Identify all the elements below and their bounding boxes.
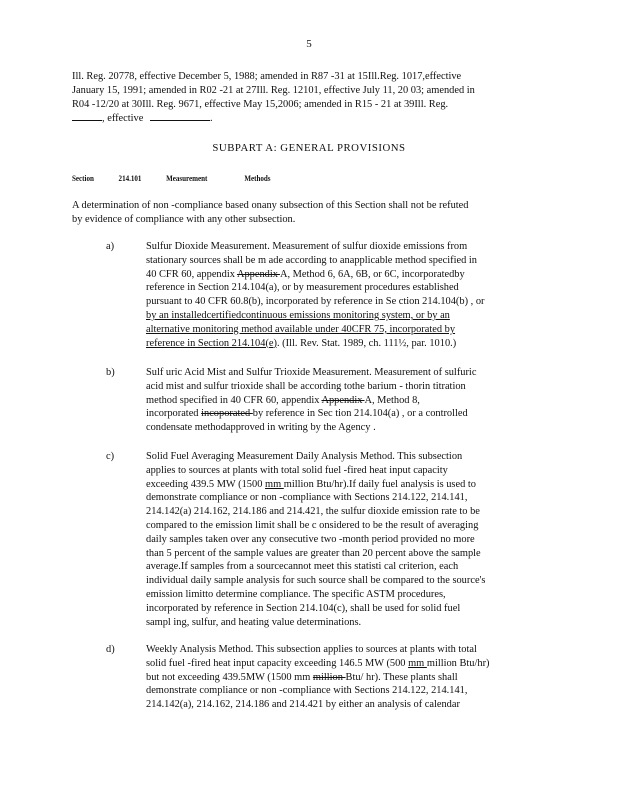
struck-text: incoporated [201, 408, 253, 420]
subsection-body [146, 366, 536, 435]
text-line: Weekly Analysis Method. This subsection applies to sources at plants with total [146, 644, 477, 655]
text-line: acid mist and sulfur trioxide shall be according tothe barium - thorin titration [146, 380, 466, 392]
subsection-marker: d) [106, 644, 115, 655]
underlined-line: alternative monitoring method available under 40CFR 75, incorporated by [146, 323, 456, 335]
subsection-marker: c) [106, 451, 115, 462]
text-line [146, 657, 536, 671]
text-run: million Btu/hr).If daily fuel analysis is used to [283, 478, 476, 490]
text-line [146, 407, 536, 421]
text-line [146, 337, 536, 351]
text-line: than 5 percent of the sample values are greater than 20 percent above the sample [146, 547, 481, 559]
text-line: Solid Fuel Averaging Measurement Daily Analysis Method. This subsection [146, 451, 463, 462]
subsection-marker: a) [106, 241, 115, 252]
text-line: Sulf uric Acid Mist and Sulfur Trioxide Measurement. Measurement of sulfuric [146, 367, 477, 378]
text-run: exceeding 439.5 MW (1500 [146, 478, 265, 490]
text-line: demonstrate compliance or non -compliance with Sections 214.122, 214.141, [146, 492, 468, 504]
history-line: R04 -12/20 at 30Ill. Reg. 9671, effective May 15,2006; amended in R15 - 21 at 39Ill. Reg. [72, 98, 449, 110]
text-line: reference in Section 214.104(a), or by measurement procedures established [146, 282, 459, 294]
text-line: condensate methodapproved in writing by the Agency . [146, 422, 376, 434]
text-run: incorporated [146, 408, 202, 420]
text-run: 40 CFR 60, appendix [146, 268, 237, 280]
underlined-text: reference in Section 214.104(e) [146, 337, 277, 349]
page-number: 5 [306, 38, 312, 50]
section-number: 214.101 [118, 174, 142, 183]
section-title-word: Measurement [166, 174, 208, 183]
history-line: January 15, 1991; amended in R02 -21 at 27Ill. Reg. 12101, effective July 11, 20 03; amended in [72, 84, 475, 96]
struck-text: Appendix [236, 268, 280, 280]
text-run: Btu/ hr). These plants shall [345, 671, 458, 683]
intro-line: by evidence of compliance with any other subsection. [72, 213, 296, 225]
text-line [146, 671, 536, 685]
subsection-body [146, 240, 536, 350]
text-line: 214.142(a) 214.162, 214.186 and 214.421, the sulfur dioxide emission rate to be [146, 506, 480, 518]
underlined-text: mm [265, 478, 284, 490]
text-run: A, Method 8, [364, 394, 420, 406]
subsection-body [146, 450, 536, 629]
struck-text: Appendix [321, 394, 365, 406]
section-heading [72, 172, 293, 186]
text-run: A, Method 6, 6A, 6B, or 6C, incorporatedby [279, 268, 465, 280]
text-line: demonstrate compliance or non -compliance with Sections 214.122, 214.141, [146, 685, 468, 697]
struck-text: million [312, 671, 346, 683]
subsection-body [146, 643, 536, 712]
text-run: million Btu/hr) [426, 657, 490, 669]
text-line: individual daily sample analysis for such source shall be compared to the source's [146, 575, 486, 587]
text-line: applies to sources at plants with total solid fuel -fired heat input capacity [146, 464, 448, 476]
text-run: by reference in Sec tion 214.104(a) , or a controlled [252, 408, 468, 420]
subpart-heading: SUBPART A: GENERAL PROVISIONS [212, 142, 406, 154]
text-run: but not exceeding 439.5MW (1500 mm [146, 671, 313, 683]
text-run: method specified in 40 CFR 60, appendix [146, 394, 322, 406]
text-line: sampl ing, sulfur, and heating value determinations. [146, 616, 362, 628]
effective-label: effective [107, 113, 144, 125]
intro-paragraph [72, 199, 538, 227]
text-line: emission limitto determine compliance. The specific ASTM procedures, [146, 588, 446, 600]
text-line: Sulfur Dioxide Measurement. Measurement of sulfur dioxide emissions from [146, 241, 468, 252]
intro-line: A determination of non -compliance based onany subsection of this Section shall not be refuted [72, 200, 469, 211]
underlined-line: by an installedcertifiedcontinuous emissions monitoring system, or by an [146, 309, 450, 321]
text-line: stationary sources shall be m ade according to anapplicable method specified in [146, 254, 477, 266]
history-line: Ill. Reg. 20778, effective December 5, 1988; amended in R87 -31 at 15Ill.Reg. 1017,effective [72, 71, 462, 82]
text-run: . (Ill. Rev. Stat. 1989, ch. 111½, par. 1010.) [276, 337, 457, 349]
text-run: solid fuel -fired heat input capacity exceeding 146.5 MW (500 [146, 657, 409, 669]
text-line [146, 478, 536, 492]
blank-effective-date [150, 111, 210, 121]
history-line: , effective . [72, 111, 538, 126]
section-label: Section [72, 174, 94, 183]
text-line: compared to the emission limit shall be c onsidered to be the result of averaging [146, 519, 479, 531]
text-line: pursuant to 40 CFR 60.8(b), incorporated by reference in Se ction 214.104(b) , or [146, 296, 485, 308]
section-title-word: Methods [244, 174, 271, 183]
text-line [146, 268, 536, 282]
text-line [146, 394, 536, 408]
blank-register-number [72, 111, 102, 121]
underlined-text: mm [408, 657, 427, 669]
history-note [72, 70, 538, 126]
text-line: daily samples taken over any consecutive two -month period provided no more [146, 533, 475, 545]
text-line: 214.142(a), 214.162, 214.186 and 214.421 by either an analysis of calendar [146, 699, 460, 711]
text-line: incorporated by reference in Section 214.104(c), shall be used for solid fuel [146, 602, 461, 614]
subsection-marker: b) [106, 367, 115, 378]
text-line: average.If samples from a sourcecannot meet this statisti cal criterion, each [146, 561, 459, 573]
